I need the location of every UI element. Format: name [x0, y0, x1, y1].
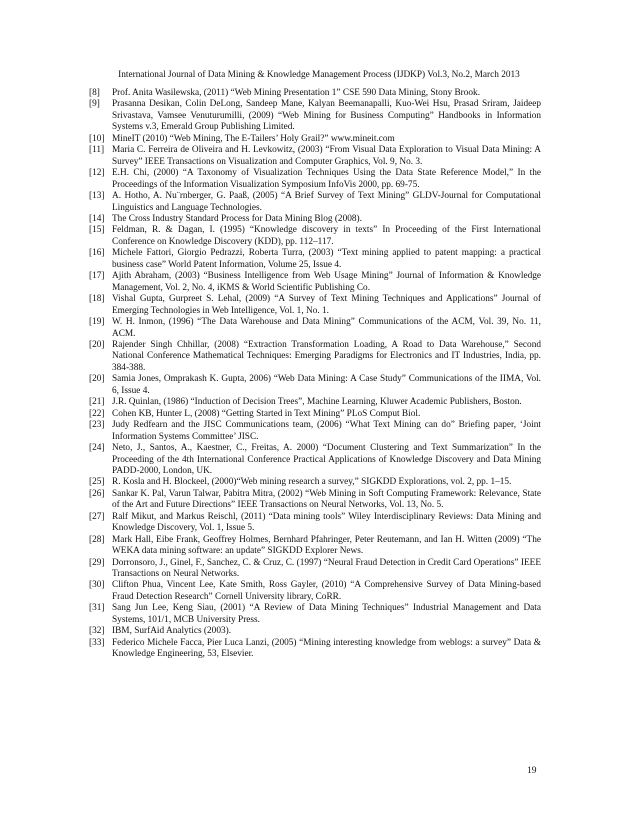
reference-text: W. H. Inmon, (1996) “The Data Warehouse and Data Mining” Communications of the ACM, Vol. 39, No. 11, ACM. [112, 317, 541, 339]
reference-text: Prof. Anita Wasilewska, (2011) “Web Mining Presentation 1” CSE 590 Data Mining, Stony Brook. [112, 88, 481, 98]
reference-text: Cohen KB, Hunter L, (2008) “Getting Started in Text Mining” PLoS Comput Biol. [112, 408, 421, 419]
reference-number: [12] [89, 168, 105, 179]
reference-text: Rajender Singh Chhillar, (2008) “Extraction Transformation Loading, A Road to Data Warehouse,” Second National Conference Mathematical Techniques: Emerging Paradigms for Electronics and IT Industries, India, pp. 384-388. [112, 339, 541, 373]
reference-item [89, 88, 541, 99]
reference-item [89, 535, 541, 558]
reference-text: Federico Michele Facca, Pier Luca Lanzi, (2005) “Mining interesting knowledge from weblogs: a survey” Data & Knowledge Engineering, 53, Elsevier. [112, 637, 541, 660]
reference-item [89, 626, 541, 637]
reference-number: [24] [89, 443, 105, 454]
reference-number: [32] [89, 626, 105, 637]
reference-number: [23] [89, 420, 105, 431]
reference-text: R. Kosla and H. Blockeel, (2000)“Web mining research a survey,” SIGKDD Explorations, vol. 2, pp. 1–15. [112, 477, 512, 488]
reference-item [89, 489, 541, 512]
reference-number: [25] [89, 477, 105, 488]
reference-item [89, 443, 541, 477]
reference-item [89, 271, 541, 294]
reference-item [89, 317, 541, 340]
reference-item [89, 580, 541, 603]
reference-item [89, 294, 541, 317]
reference-text: Sankar K. Pal, Varun Talwar, Pabitra Mitra, (2002) “Web Mining in Soft Computing Framework: Relevance, State of the Art and Future Directions” IEEE Transactions on Neural Networks, Vol. 13, No. 5. [112, 488, 541, 511]
reference-text: Ajith Abraham, (2003) “Business Intelligence from Web Usage Mining” Journal of Information & Knowledge Management, Vol. 2, No. 4, iKMS & World Scientific Publishing Co. [112, 271, 541, 293]
reference-number: [21] [89, 397, 105, 408]
reference-item [89, 248, 541, 271]
reference-number: [33] [89, 637, 105, 648]
reference-item [89, 145, 541, 168]
reference-number: [29] [89, 557, 105, 568]
page-number: 19 [527, 766, 537, 776]
reference-item [89, 134, 541, 145]
reference-item [89, 477, 541, 488]
reference-number: [17] [89, 271, 105, 282]
reference-text: J.R. Quinlan, (1986) “Induction of Decision Trees”, Machine Learning, Kluwer Academic Publishers, Boston. [112, 397, 522, 408]
reference-item [89, 638, 541, 661]
reference-item [89, 168, 541, 191]
reference-text: Judy Redfearn and the JISC Communications team, (2006) “What Text Mining can do” Briefing paper, ‘Joint Information Systems Committee’ JISC. [112, 420, 541, 442]
reference-text: The Cross Industry Standard Process for Data Mining Blog (2008). [112, 213, 362, 224]
reference-number: [18] [89, 294, 105, 305]
reference-number: [14] [89, 213, 105, 224]
reference-text: Sang Jun Lee, Keng Siau, (2001) “A Review of Data Mining Techniques” Industrial Management and Data Systems, 101/1, MCB University Press. [112, 603, 541, 625]
reference-text: Samia Jones, Omprakash K. Gupta, 2006) “Web Data Mining: A Case Study” Communications of the IIMA, Vol. 6, Issue 4. [112, 374, 541, 396]
reference-number: [28] [89, 534, 105, 545]
reference-number: [30] [89, 580, 105, 591]
reference-item [89, 191, 541, 214]
reference-number: [8] [89, 88, 100, 98]
reference-text: Mark Hall, Eibe Frank, Geoffrey Holmes, Bernhard Pfahringer, Peter Reutemann, and Ian H. Witten (2009) “The WEKA data mining software: an update” SIGKDD Explorer News. [112, 534, 541, 557]
reference-item [89, 374, 541, 397]
running-header: International Journal of Data Mining & Knowledge Management Process (IJDKP) Vol.3, No.2, March 2013 [118, 70, 520, 80]
reference-number: [13] [89, 191, 105, 202]
reference-text: A. Hotho, A. Nu¨rnberger, G. Paaß, (2005) “A Brief Survey of Text Mining” GLDV-Journal for Computational Linguistics and Language Technologies. [112, 191, 541, 213]
reference-text: E.H. Chi, (2000) “A Taxonomy of Visualization Techniques Using the Data State Reference Model,” In the Proceedings of the Information Visualization Symposium InfoVis 2000, pp. 69-75. [112, 168, 541, 190]
reference-item [89, 340, 541, 374]
reference-text: MineIT (2010) “Web Mining, The E-Tailers’ Holy Grail?” www.mineit.com [112, 133, 395, 144]
reference-text: IBM, SurfAid Analytics (2003). [112, 626, 232, 637]
reference-item [89, 603, 541, 626]
reference-number: [27] [89, 511, 105, 522]
reference-text: Michele Fattori, Giorgio Pedrazzi, Roberta Turra, (2003) “Text mining applied to patent mapping: a practical business case” World Patent Information, Volume 25, Issue 4. [112, 248, 541, 270]
reference-number: [31] [89, 603, 105, 614]
reference-number: [20] [89, 339, 105, 350]
reference-number: [22] [89, 408, 105, 419]
reference-number: [11] [89, 145, 105, 156]
reference-text: Vishal Gupta, Gurpreet S. Lehal, (2009) “A Survey of Text Mining Techniques and Applications” Journal of Emerging Technologies in Web Intelligence, Vol. 1, No. 1. [112, 294, 541, 316]
reference-number: [19] [89, 317, 105, 328]
reference-item [89, 225, 541, 248]
reference-number: [10] [89, 133, 105, 144]
reference-number: [15] [89, 225, 105, 236]
reference-text: Neto, J., Santos, A., Kaestner, C., Freitas, A. 2000) “Document Clustering and Text Summarization” In the Proceeding of the 4th International Conference Practical Applications of Knowledge Discovery and Data Mining PADD-2000, London, UK. [112, 443, 541, 476]
reference-text: Clifton Phua, Vincent Lee, Kate Smith, Ross Gayler, (2010) “A Comprehensive Survey of Data Mining-based Fraud Detection Research” Cornell University library, CoRR. [112, 580, 541, 602]
reference-number: [20] [89, 374, 105, 385]
reference-item [89, 397, 541, 408]
reference-text: Feldman, R. & Dagan, I. (1995) “Knowledge discovery in texts” In Proceeding of the First International Conference on Knowledge Discovery (KDD), pp. 112–117. [112, 225, 541, 247]
reference-item [89, 99, 541, 133]
reference-number: [26] [89, 488, 105, 499]
reference-text: Maria C. Ferreira de Oliveira and H. Levkowitz, (2003) “From Visual Data Exploration to Visual Data Mining: A Survey” IEEE Transactions on Visualization and Computer Graphics, Vol. 9, No. 3. [112, 145, 541, 167]
reference-text: Dorronsoro, J., Ginel, F., Sanchez, C. & Cruz, C. (1997) “Neural Fraud Detection in Credit Card Operations” IEEE Transactions on Neural Networks. [112, 557, 541, 580]
reference-list [89, 88, 541, 661]
reference-item [89, 214, 541, 225]
reference-number: [16] [89, 248, 105, 259]
reference-item [89, 420, 541, 443]
reference-text: Prasanna Desikan, Colin DeLong, Sandeep Mane, Kalyan Beemanapalli, Kuo-Wei Hsu, Prasad Sriram, Jaideep Srivastava, Vamsee Venuturumilli, (2009) “Web Mining for Business Computing” Handbooks in Information Systems v.3, Emerald Group Publishing Limited. [112, 99, 541, 133]
reference-item [89, 512, 541, 535]
reference-item [89, 409, 541, 420]
reference-text: Ralf Mikut, and Markus Reischl, (2011) “Data mining tools” Wiley Interdisciplinary Reviews: Data Mining and Knowledge Discovery, Vol. 1, Issue 5. [112, 511, 541, 534]
reference-item [89, 558, 541, 581]
reference-number: [9] [89, 99, 100, 110]
